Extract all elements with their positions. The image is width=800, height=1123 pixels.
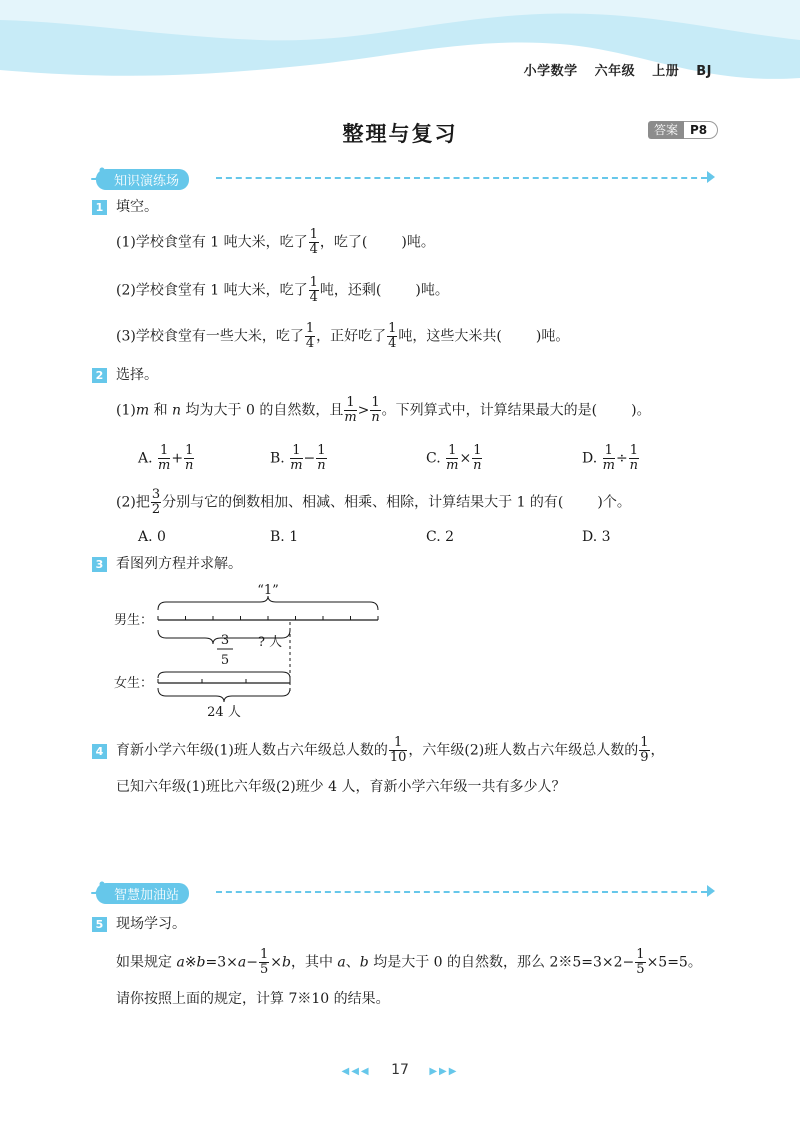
header-meta (512, 60, 712, 79)
question-1-title: 填空。 (116, 199, 158, 215)
answer-label: 答案 (648, 121, 684, 139)
section-divider (216, 177, 707, 179)
q4-line-1: 育新小学六年级(1)班人数占六年级总人数的 $\frac{1}{10}$ ，六年级(2)班人数占六年级总人数的 $\frac{1}{9}$ ， (116, 735, 665, 765)
q2-part-1: (1)m 和 n 均为大于 0 的自然数，且 $\frac{1}{m}>$ $\frac{1}{n}$。下列算式中，计算结果最大的是( )。 (116, 395, 651, 425)
header-subject: 小学数学 (523, 64, 578, 79)
fraction: $\frac{1}{4}$ (305, 321, 315, 351)
running-figure-icon (90, 881, 108, 901)
unknown-label: ? 人 (258, 635, 283, 650)
question-number-5: 5 (92, 917, 107, 932)
question-2-title: 选择。 (116, 367, 158, 383)
fraction: $\frac{1}{10}$ (389, 735, 407, 765)
fraction: $\frac{1}{m}$ (344, 395, 357, 425)
fraction: $\frac{1}{4}$ (309, 275, 318, 305)
fraction: $\frac{1}{5}$ (636, 947, 645, 977)
q2-1-option-a[interactable]: A. $\frac{1}{m}+$ $\frac{1}{n}$ (138, 443, 194, 473)
section-label: 知识演练场 (96, 169, 189, 190)
fraction: $\frac{1}{5}$ (259, 947, 269, 977)
q2-1-option-c[interactable]: C. $\frac{1}{m}\times$ $\frac{1}{n}$ (426, 443, 482, 473)
question-5-title: 现场学习。 (116, 916, 186, 932)
fraction: $\frac{1}{n}$ (371, 395, 380, 425)
section-label: 智慧加油站 (96, 883, 189, 904)
girls-label: 女生： (114, 676, 154, 691)
girls-count-label: 24 人 (207, 705, 241, 720)
boys-label: 男生： (114, 613, 154, 628)
question-number-1: 1 (92, 200, 107, 215)
girls-top-brace (158, 672, 290, 678)
q2-2-option-b[interactable]: B. 1 (270, 529, 299, 545)
fraction: $\frac{1}{4}$ (388, 321, 397, 351)
q5-task: 请你按照上面的规定，计算 7※10 的结果。 (116, 991, 390, 1007)
q2-part-2: (2)把 $\frac{3}{2}$ 分别与它的倒数相加、相减、相乘、相除，计算结果大于 1 的有( )个。 (116, 487, 631, 517)
section-header-practice (90, 166, 715, 190)
section-header-challenge (90, 880, 715, 904)
running-figure-icon (90, 167, 108, 187)
fraction: $\frac{1}{9}$ (640, 735, 649, 765)
q1-item-1: (1)学校食堂有 1 吨大米，吃了 $\frac{1}{4}$ ，吃了( )吨。 (116, 227, 435, 257)
page-footer (0, 1062, 800, 1078)
line-segment-diagram (110, 580, 410, 720)
ratio-fraction-num: 3 (220, 633, 230, 648)
q2-2-option-c[interactable]: C. 2 (426, 529, 455, 545)
question-number-2: 2 (92, 368, 107, 383)
ratio-fraction-den: 5 (220, 653, 230, 668)
q2-1-option-b[interactable]: B. $\frac{1}{m}-$ $\frac{1}{n}$ (270, 443, 326, 473)
answer-reference-badge[interactable] (648, 121, 718, 139)
section-arrow-icon (707, 171, 715, 183)
question-number-3: 3 (92, 557, 107, 572)
page-title: 整理与复习 (342, 122, 458, 146)
left-arrows-icon: ◀◀◀ (341, 1066, 371, 1077)
q5-rule: 如果规定 a※b=3×a− $\frac{1}{5}$ ×b，其中 a、b 均是大于 0 的自然数，那么 2※5=3×2− $\frac{1}{5}$ ×5=5。 (116, 947, 702, 977)
header-grade: 六年级 (594, 64, 636, 79)
answer-page: P8 (684, 121, 718, 139)
question-3-title: 看图列方程并求解。 (116, 556, 242, 572)
page-number: 17 (391, 1062, 409, 1078)
fraction: $\frac{3}{2}$ (151, 487, 161, 517)
q2-2-option-d[interactable]: D. 3 (582, 529, 611, 545)
section-divider (216, 891, 707, 893)
q1-item-2: (2)学校食堂有 1 吨大米，吃了 $\frac{1}{4}$ 吨，还剩( )吨。 (116, 275, 449, 305)
q2-2-option-a[interactable]: A. 0 (138, 529, 166, 545)
fraction: $\frac{1}{4}$ (309, 227, 318, 257)
q1-item-3: (3)学校食堂有一些大米，吃了 $\frac{1}{4}$ ，正好吃了 $\frac{1}{4}$ 吨，这些大米共( )吨。 (116, 321, 570, 351)
whole-brace (158, 596, 378, 610)
girls-bottom-brace (158, 688, 290, 702)
question-number-4: 4 (92, 744, 107, 759)
right-arrows-icon: ▶▶▶ (429, 1066, 459, 1077)
header-wave-banner (0, 0, 800, 95)
header-volume: 上册 (652, 64, 680, 79)
q4-line-2: 已知六年级(1)班比六年级(2)班少 4 人，育新小学六年级一共有多少人？ (116, 779, 566, 795)
q2-1-option-d[interactable]: D. $\frac{1}{m}\div$ $\frac{1}{n}$ (582, 443, 639, 473)
section-arrow-icon (707, 885, 715, 897)
whole-label: “1” (257, 583, 279, 598)
header-edition: BJ (696, 64, 712, 79)
